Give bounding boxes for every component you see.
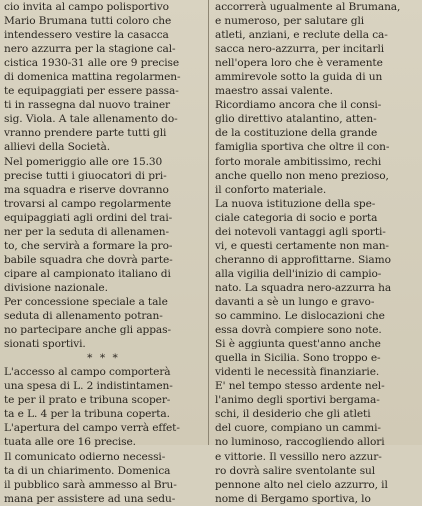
left-column-line: tuata alle ore 16 precise. [4, 436, 136, 449]
left-column-line: allievi della Società. [4, 141, 110, 154]
left-column-line: Il comunicato odierno necessi- [4, 450, 166, 463]
right-column-line: nato. La squadra nero-azzurra ha [215, 281, 392, 294]
right-column-line: dei notevoli vantaggi agli sporti- [215, 225, 386, 238]
left-column-line: vranno prendere parte tutti gli [4, 127, 167, 140]
right-column-line: no luminoso, raccogliendo allori [215, 436, 385, 449]
right-column-line: pennone alto nel cielo azzurro, il [215, 478, 388, 491]
left-column-line: ta di un chiarimento. Domenica [4, 464, 171, 477]
left-column-line: te per il prato e tribuna scoper- [4, 394, 171, 407]
left-column-line: mana per assistere ad una sedu- [4, 492, 176, 505]
right-column-line: famiglia sportiva che oltre il con- [215, 141, 390, 154]
right-column-line: Si è aggiunta quest'anno anche [215, 338, 381, 351]
left-column-line: sig. Viola. A tale allenamento do- [4, 113, 178, 126]
left-column-line: Per concessione speciale a tale [4, 295, 168, 308]
right-column-line: forto morale ambitissimo, rechi [215, 155, 382, 168]
right-column-line: e numeroso, per salutare gli [215, 15, 365, 28]
right-column-line: quella in Sicilia. Sono troppo e- [215, 352, 381, 365]
right-column-line: sacca nero-azzurra, per incitarli [215, 43, 385, 56]
right-column-line: so cammino. Le dislocazioni che [215, 310, 385, 323]
right-column-line: La nuova istituzione della spe- [215, 197, 376, 210]
left-column-line: equipaggiati agli ordini del trai- [4, 211, 173, 224]
right-column-line: l'animo degli sportivi bergama- [215, 394, 380, 407]
left-column-line: cio invita al campo polisportivo [4, 1, 169, 13]
right-column-line: accorrerà ugualmente al Brumana, [215, 1, 401, 13]
right-column-line: alla vigilia dell'inizio di campio- [215, 267, 382, 280]
right-column-line: glio direttivo atalantino, atten- [215, 113, 377, 126]
right-column-line: del cuore, compiano un cammi- [215, 422, 381, 435]
left-column-line: intendessero vestire la casacca [4, 29, 169, 42]
left-column-line: sionati sportivi. [4, 338, 86, 351]
left-column-line: ta e L. 4 per la tribuna coperta. [4, 408, 170, 421]
right-column-line: nome di Bergamo sportiva, lo [215, 492, 371, 505]
left-column-line: Mario Brumana tutti coloro che [4, 15, 172, 28]
left-column-line: * * * [87, 352, 120, 365]
left-column-line: no partecipare anche gli appas- [4, 324, 171, 337]
left-column-line: te equipaggiati per essere passa- [4, 85, 179, 98]
right-column-line: il conforto materiale. [215, 183, 327, 196]
right-column-line: ammirevole sotto la guida di un [215, 71, 383, 84]
right-column-line: cheranno di approfittarne. Siamo [215, 253, 391, 266]
left-column-line: trovarsi al campo regolarmente [4, 197, 172, 210]
right-column-line: e vittorie. Il vessillo nero azzur- [215, 450, 382, 463]
left-column-line: cipare al campionato italiano di [4, 267, 171, 280]
right-column-line: de la costituzione della grande [215, 127, 378, 140]
left-column-line: to, che servirà a formare la pro- [4, 239, 173, 252]
right-column-line: ro dovrà salire sventolante sul [215, 464, 376, 477]
right-column-line: essa dovrà compiere sono note. [215, 324, 382, 337]
right-column-line: vi, e questi certamente non man- [215, 239, 389, 252]
left-column-line: di domenica mattina regolarmen- [4, 71, 181, 84]
left-column-line: cistica 1930-31 alle ore 9 precise [4, 57, 180, 70]
left-column-line: ner per la seduta di allenamen- [4, 225, 169, 238]
right-column-line: davanti a sè un lungo e gravo- [215, 295, 375, 308]
left-column-line: nero azzurra per la stagione cal- [4, 43, 176, 56]
left-column-line: ti in rassegna dal nuovo trainer [4, 99, 170, 112]
left-column-line: seduta di allenamento potran- [4, 310, 163, 323]
left-column-line: L'accesso al campo comporterà [4, 366, 171, 379]
left-column-line: L'apertura del campo verrà effet- [4, 422, 180, 435]
left-column-line: una spesa di L. 2 indistintamen- [4, 380, 173, 393]
right-column-line: atleti, anziani, e reclute della ca- [215, 29, 388, 42]
right-column-line: E' nel tempo stesso ardente nel- [215, 380, 385, 393]
right-column-line: videnti le necessità finanziarie. [215, 366, 380, 379]
right-column-line: ciale categoria di socio e porta [215, 211, 378, 224]
left-column-line: il pubblico sarà ammesso al Bru- [4, 478, 177, 491]
column-divider [208, 0, 209, 445]
right-column-line: Ricordiamo ancora che il consi- [215, 99, 382, 112]
left-column-line: ma squadra e riserve dovranno [4, 183, 169, 196]
right-column [215, 0, 418, 506]
left-column-line: babile squadra che dovrà parte- [4, 253, 173, 266]
left-column-line: precise tutti i giuocatori di pri- [4, 169, 167, 182]
right-column-line: schi, il desiderio che gli atleti [215, 408, 371, 421]
right-column-line: nell'opera loro che è veramente [215, 57, 383, 70]
left-column-line: divisione nazionale. [4, 281, 108, 294]
right-column-line: maestro assai valente. [215, 85, 333, 98]
right-column-line: anche quello non meno prezioso, [215, 169, 389, 182]
left-column-line: Nel pomeriggio alle ore 15.30 [4, 155, 163, 168]
left-column [4, 0, 203, 506]
